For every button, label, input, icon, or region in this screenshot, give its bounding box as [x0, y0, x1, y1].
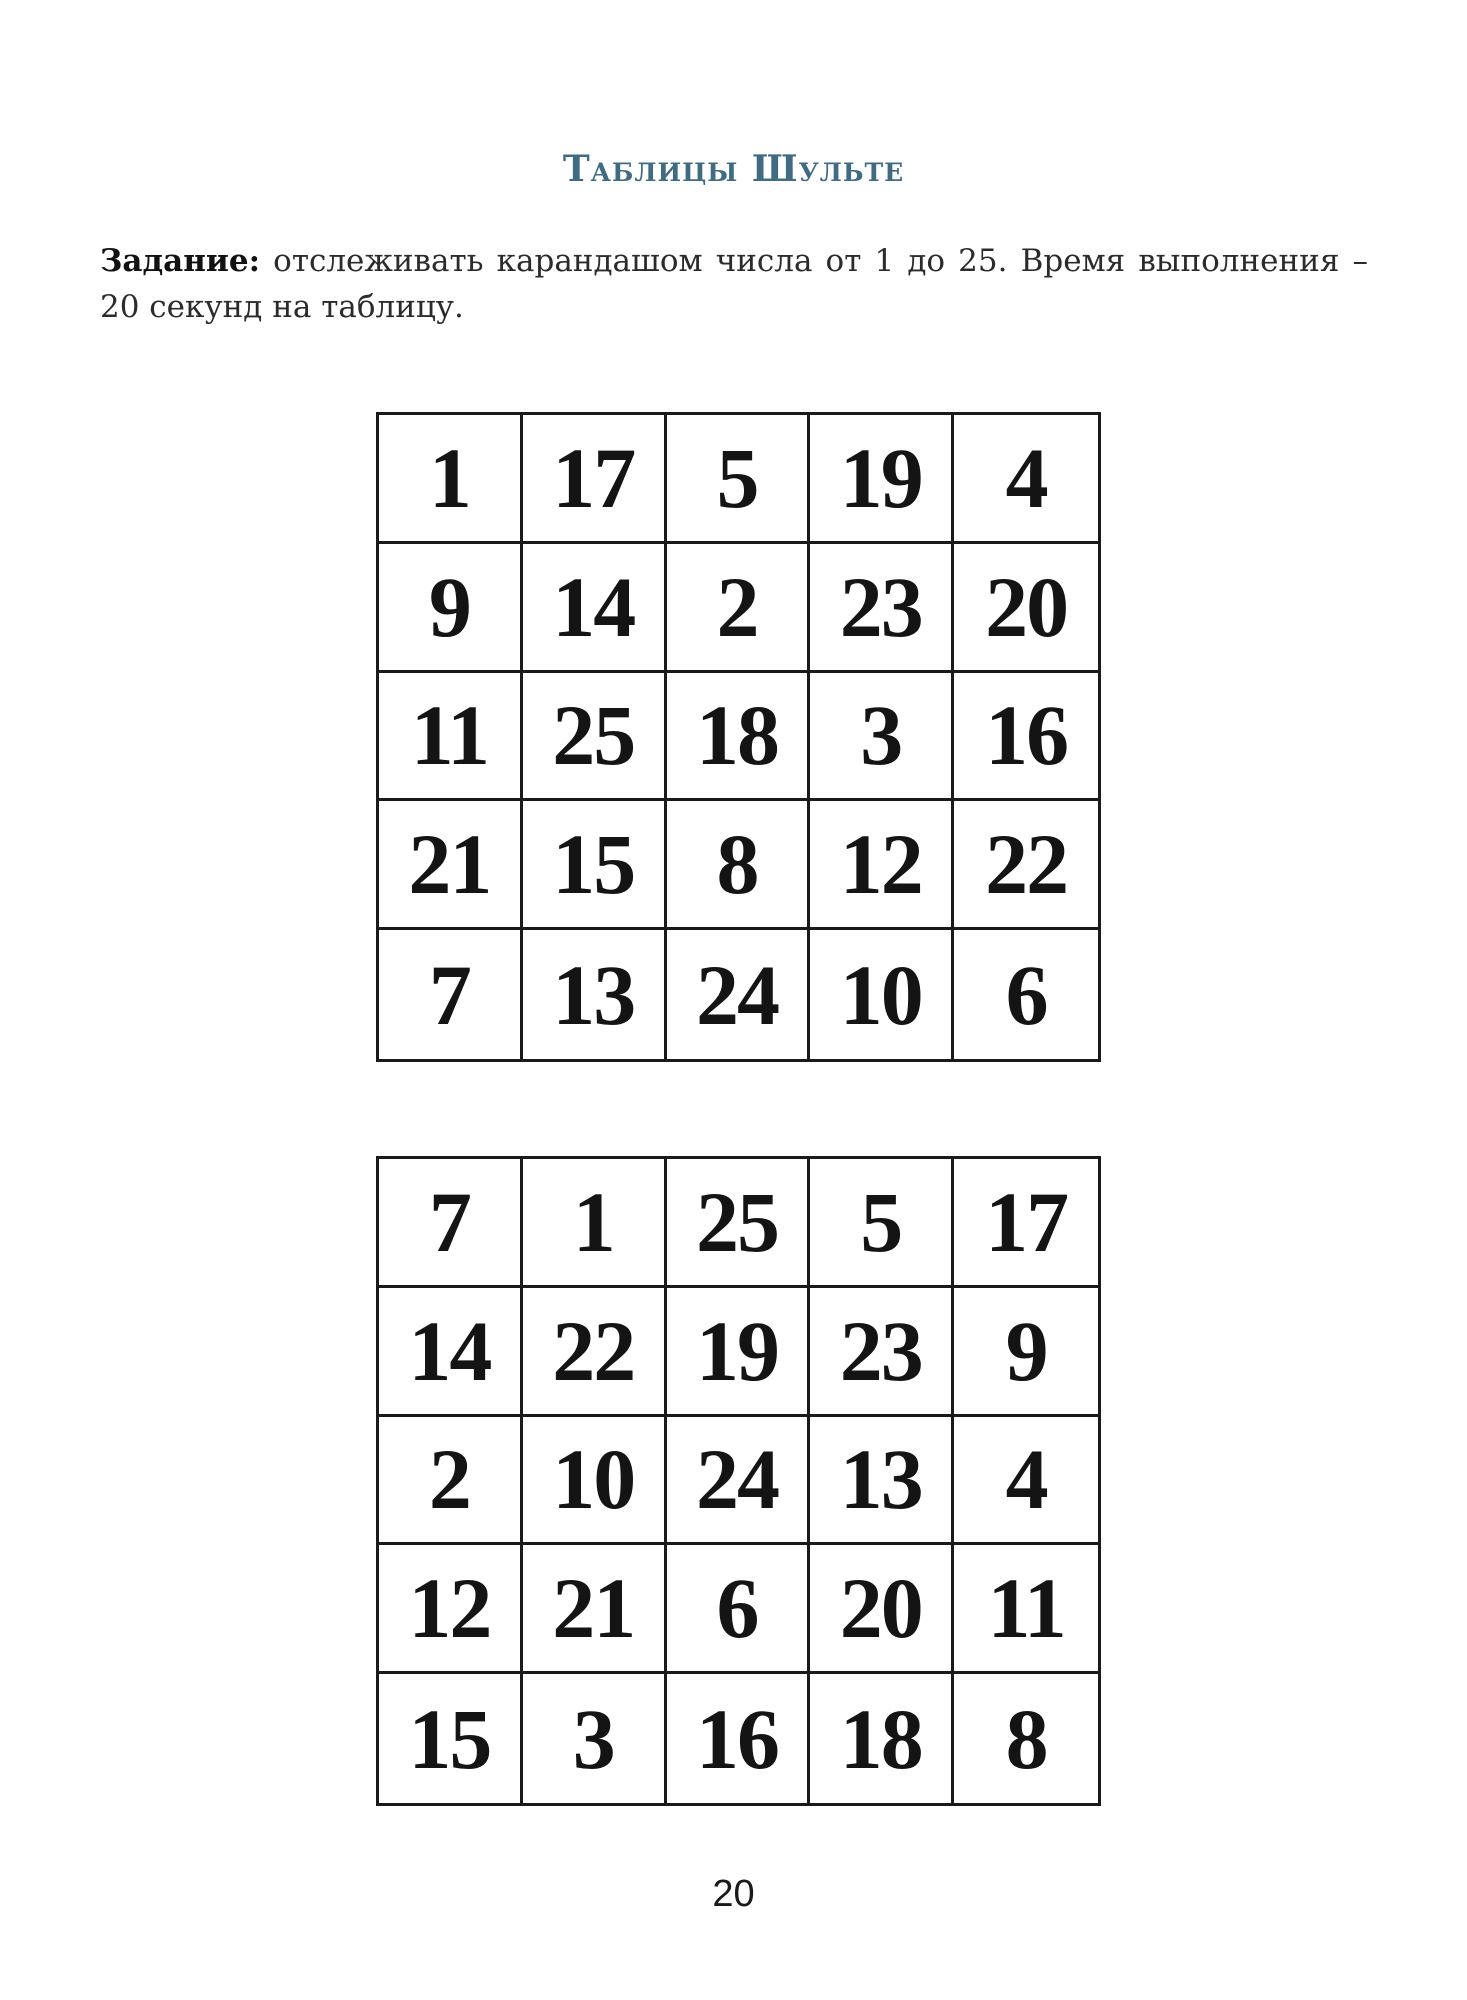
table-cell: 1 — [523, 1159, 667, 1288]
table-cell: 5 — [667, 415, 811, 544]
schulte-table-2 — [376, 1156, 1101, 1806]
table-cell: 20 — [954, 544, 1098, 673]
task-label: Задание: — [100, 243, 261, 279]
table-cell: 25 — [667, 1159, 811, 1288]
table-cell: 14 — [523, 544, 667, 673]
table-cell: 21 — [379, 801, 523, 930]
table-cell: 3 — [523, 1674, 667, 1803]
table-cell: 23 — [810, 544, 954, 673]
table-cell: 22 — [954, 801, 1098, 930]
table-cell: 1 — [379, 415, 523, 544]
table-cell: 24 — [667, 930, 811, 1059]
table-cell: 10 — [810, 930, 954, 1059]
table-cell: 16 — [667, 1674, 811, 1803]
table-cell: 15 — [523, 801, 667, 930]
table-cell: 9 — [954, 1288, 1098, 1417]
table-cell: 12 — [810, 801, 954, 930]
table-cell: 9 — [379, 544, 523, 673]
table-cell: 5 — [810, 1159, 954, 1288]
table-cell: 4 — [954, 1417, 1098, 1546]
table-cell: 13 — [810, 1417, 954, 1546]
table-cell: 12 — [379, 1545, 523, 1674]
table-cell: 24 — [667, 1417, 811, 1546]
table-cell: 18 — [667, 673, 811, 802]
table-cell: 3 — [810, 673, 954, 802]
table-cell: 11 — [379, 673, 523, 802]
table-cell: 19 — [810, 415, 954, 544]
schulte-table-1 — [376, 412, 1101, 1062]
table-cell: 6 — [1005, 946, 1047, 1043]
table-cell: 15 — [379, 1674, 523, 1803]
table-cell: 23 — [810, 1288, 954, 1417]
table-cell: 16 — [954, 673, 1098, 802]
table-cell: 22 — [523, 1288, 667, 1417]
table-cell: 7 — [379, 1159, 523, 1288]
task-text: отслеживать карандашом числа от 1 до 25. Время выполнения – 20 секунд на таблицу. — [100, 243, 1368, 325]
table-cell: 8 — [667, 801, 811, 930]
page-number: 20 — [712, 1873, 755, 1915]
task-description — [100, 238, 1368, 330]
table-cell: 4 — [954, 415, 1098, 544]
table-cell: 18 — [810, 1674, 954, 1803]
table-cell: 2 — [379, 1417, 523, 1546]
table-cell: 13 — [523, 930, 667, 1059]
table-cell: 10 — [523, 1417, 667, 1546]
table-cell: 14 — [379, 1288, 523, 1417]
table-cell: 17 — [954, 1159, 1098, 1288]
table-cell: 6 — [667, 1545, 811, 1674]
table-cell: 21 — [523, 1545, 667, 1674]
table-cell: 11 — [954, 1545, 1098, 1674]
table-cell: 8 — [1005, 1690, 1047, 1787]
table-cell: 20 — [810, 1545, 954, 1674]
table-cell: 25 — [523, 673, 667, 802]
page-title: Таблицы Шульте — [562, 148, 905, 190]
table-cell: 2 — [667, 544, 811, 673]
table-cell: 7 — [379, 930, 523, 1059]
table-cell: 19 — [667, 1288, 811, 1417]
table-cell: 17 — [523, 415, 667, 544]
